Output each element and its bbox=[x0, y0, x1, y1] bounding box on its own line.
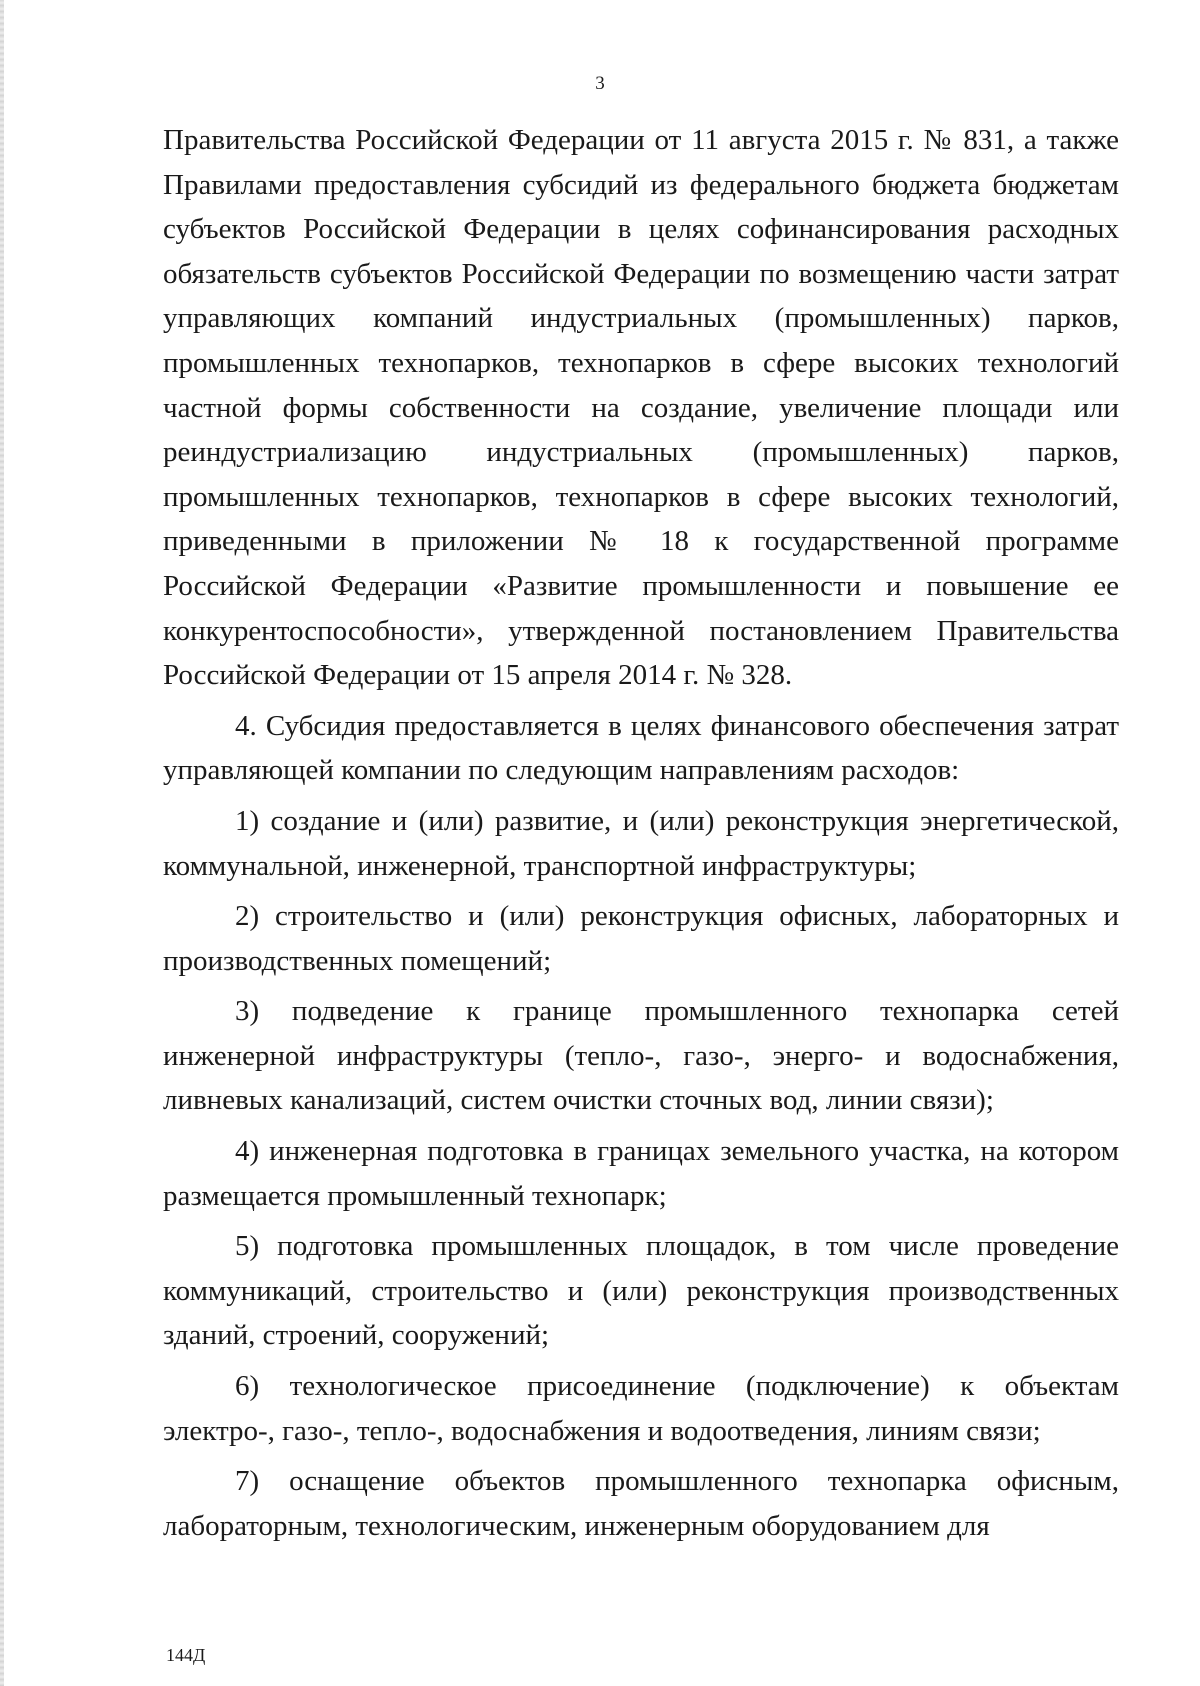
paragraph-item-4: 4. Субсидия предоставляется в целях финансового обеспечения затрат управляющей компании по следующим направлениям расходов: bbox=[163, 709, 1119, 787]
paragraph-subitem-3: 3) подведение к границе промышленного технопарка сетей инженерной инфраструктуры (тепло-, газо-, энерго- и водоснабжения, ливневых канализаций, систем очистки сточных вод, линии связи); bbox=[163, 995, 1119, 1117]
paragraph-subitem-5: 5) подготовка промышленных площадок, в том числе проведение коммуникаций, строительство и (или) реконструкция производственных зданий, строений, сооружений; bbox=[163, 1230, 1119, 1352]
paragraph-subitem-1: 1) создание и (или) развитие, и (или) реконструкция энергетической, коммунальной, инженерной, транспортной инфраструктуры; bbox=[163, 804, 1119, 882]
paragraph-continuation: Правительства Российской Федерации от 11 августа 2015 г. № 831, а также Правилами предоставления субсидий из федерального бюджета бюджетам субъектов Российской Федерации в целях софинансирования расходных обязательств субъектов Российской Федерации по возмещению части затрат управляющих компаний индустриальных (промышленных) парков, промышленных технопарков, технопарков в сфере высоких технологий частной формы собственности на создание, увеличение площади или реиндустриализацию индустриальных (промышленных) парков, промышленных технопарков, технопарков в сфере высоких технологий, приведенными в приложении № 18 к государственной программе Российской Федерации «Развитие промышленности и повышение ее конкурентоспособности», утвержденной постановлением Правительства Российской Федерации от 15 апреля 2014 г. № 328. bbox=[163, 124, 1119, 692]
document-code: 144Д bbox=[166, 1645, 206, 1665]
paragraph-subitem-6: 6) технологическое присоединение (подключение) к объектам электро-, газо-, тепло-, водоснабжения и водоотведения, линиям связи; bbox=[163, 1370, 1119, 1447]
paragraph-subitem-2: 2) строительство и (или) реконструкция офисных, лабораторных и производственных помещений; bbox=[163, 900, 1119, 977]
page-number: 3 bbox=[595, 73, 605, 94]
paragraph-subitem-7: 7) оснащение объектов промышленного технопарка офисным, лабораторным, технологическим, инженерным оборудованием для bbox=[163, 1465, 1119, 1542]
scan-edge bbox=[0, 0, 4, 1686]
document-body bbox=[163, 118, 1119, 1548]
paragraph-subitem-4: 4) инженерная подготовка в границах земельного участка, на котором размещается промышленный технопарк; bbox=[163, 1135, 1119, 1212]
